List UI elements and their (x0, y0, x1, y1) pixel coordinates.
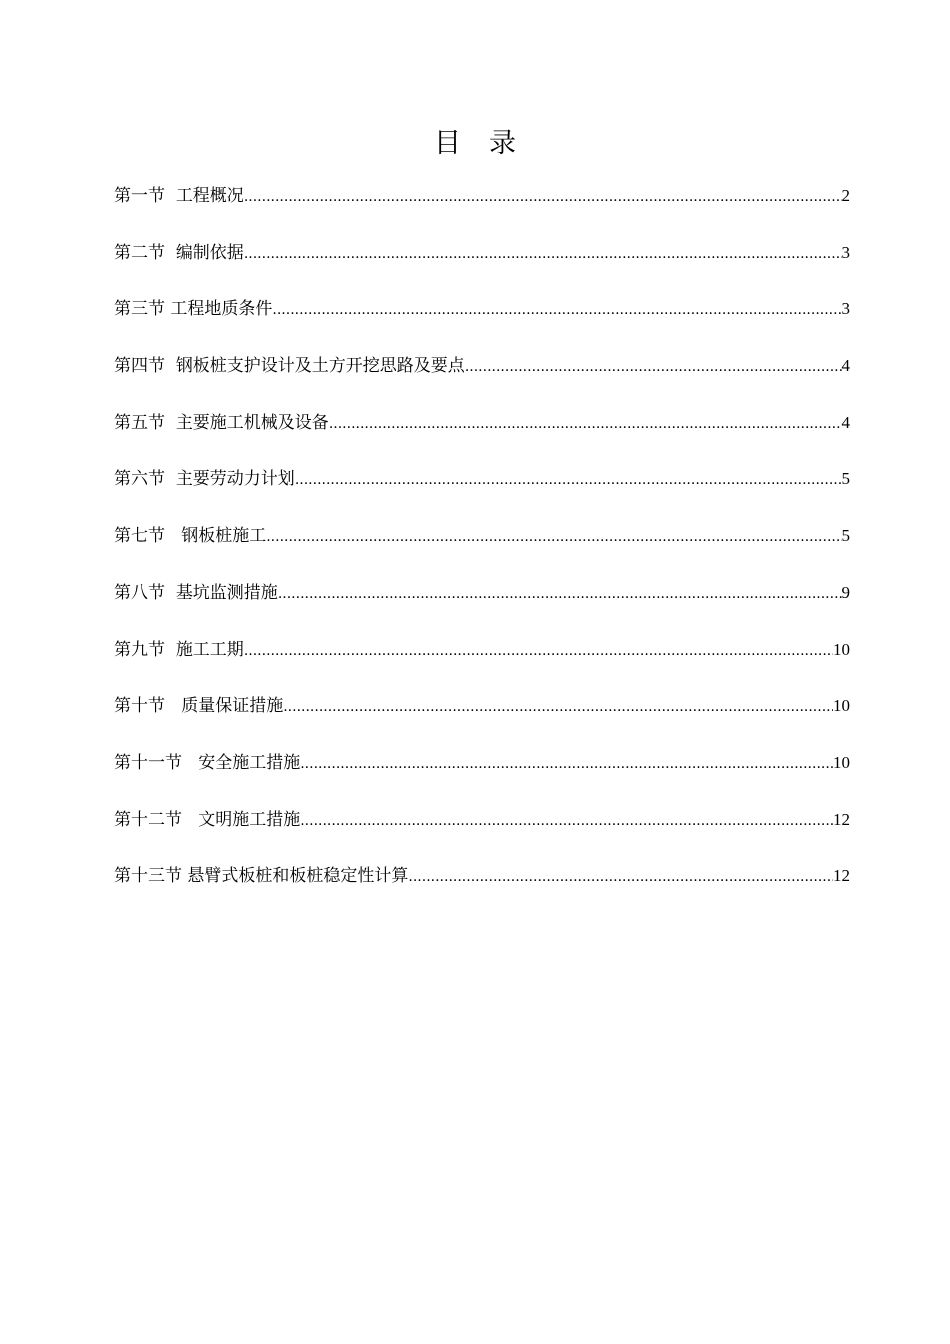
toc-gap (165, 239, 176, 267)
toc-section-number: 第七节 (114, 526, 165, 547)
toc-entry[interactable] (114, 409, 850, 466)
toc-entry[interactable] (114, 579, 850, 636)
toc-gap (165, 409, 176, 437)
toc-section-title: 文明施工措施 (198, 809, 301, 830)
toc-entry[interactable] (114, 522, 850, 579)
toc-entry[interactable] (114, 295, 850, 352)
toc-section-title: 钢板桩支护设计及土方开挖思路及要点 (175, 356, 465, 377)
toc-page-number: 10 (833, 752, 850, 772)
toc-section-number: 第一节 (114, 186, 165, 206)
toc-page-number: 9 (841, 582, 850, 602)
toc-page-number: 4 (841, 356, 850, 376)
toc-dot-leader (300, 750, 833, 778)
toc-dot-leader (329, 410, 842, 438)
toc-title (0, 122, 950, 166)
toc-page-number: 5 (841, 526, 850, 546)
toc-entry[interactable] (114, 862, 850, 919)
toc-page-number: 5 (841, 469, 850, 489)
toc-entry[interactable] (114, 465, 850, 522)
toc-gap (165, 692, 181, 720)
toc-dot-leader (278, 580, 842, 608)
toc-title-char-1: 目 (434, 128, 461, 159)
toc-gap (165, 352, 176, 380)
toc-section-number: 第十三节 (114, 866, 182, 887)
toc-section-title: 质量保证措施 (181, 696, 284, 717)
toc-section-title: 基坑监测措施 (175, 582, 278, 603)
toc-page-number: 12 (833, 866, 850, 886)
toc-page-number: 10 (833, 696, 850, 716)
toc-section-number: 第五节 (114, 412, 165, 433)
toc-gap (165, 579, 176, 607)
toc-dot-leader (266, 523, 841, 551)
toc-dot-leader (244, 183, 842, 211)
toc-section-title: 主要施工机械及设备 (175, 412, 329, 433)
toc-section-number: 第十一节 (114, 752, 182, 773)
toc-section-number: 第九节 (114, 639, 165, 660)
toc-dot-leader (300, 807, 833, 835)
toc-entry[interactable] (114, 692, 850, 749)
toc-dot-leader (244, 240, 842, 268)
toc-page-number: 12 (833, 809, 850, 829)
toc-entry[interactable] (114, 239, 850, 296)
toc-section-number: 第十二节 (114, 809, 182, 830)
toc-section-title: 工程概况 (175, 186, 244, 206)
toc-section-title: 悬臂式板桩和板桩稳定性计算 (187, 866, 409, 887)
toc-list (114, 182, 850, 919)
toc-entry[interactable] (114, 636, 850, 693)
toc-gap (182, 749, 198, 777)
toc-entry[interactable] (114, 806, 850, 863)
toc-section-title: 工程地质条件 (170, 299, 273, 320)
toc-gap (165, 636, 176, 664)
toc-title-char-2: 录 (489, 128, 516, 159)
toc-section-number: 第三节 (114, 299, 165, 320)
toc-section-number: 第二节 (114, 242, 165, 263)
toc-dot-leader (244, 637, 833, 665)
toc-section-title: 施工工期 (175, 639, 244, 660)
toc-gap (165, 522, 181, 550)
toc-dot-leader (295, 466, 842, 494)
toc-section-title: 安全施工措施 (198, 752, 301, 773)
toc-dot-leader (283, 693, 833, 721)
toc-section-number: 第六节 (114, 469, 165, 490)
toc-section-number: 第四节 (114, 356, 165, 377)
toc-entry[interactable] (114, 352, 850, 409)
toc-gap (165, 182, 176, 210)
toc-dot-leader (272, 296, 841, 324)
toc-section-title: 主要劳动力计划 (175, 469, 295, 490)
toc-section-number: 第八节 (114, 582, 165, 603)
toc-section-number: 第十节 (114, 696, 165, 717)
toc-section-title: 钢板桩施工 (181, 526, 267, 547)
toc-page-number: 2 (841, 186, 850, 205)
toc-gap (165, 465, 176, 493)
toc-page-number: 10 (833, 639, 850, 659)
toc-entry[interactable] (114, 182, 850, 239)
toc-page-number: 3 (841, 242, 850, 262)
toc-entry[interactable] (114, 749, 850, 806)
toc-dot-leader (408, 863, 833, 891)
toc-dot-leader (465, 353, 842, 381)
toc-section-title: 编制依据 (175, 242, 244, 263)
toc-gap (182, 806, 198, 834)
toc-page-number: 4 (841, 412, 850, 432)
toc-page-number: 3 (841, 299, 850, 319)
